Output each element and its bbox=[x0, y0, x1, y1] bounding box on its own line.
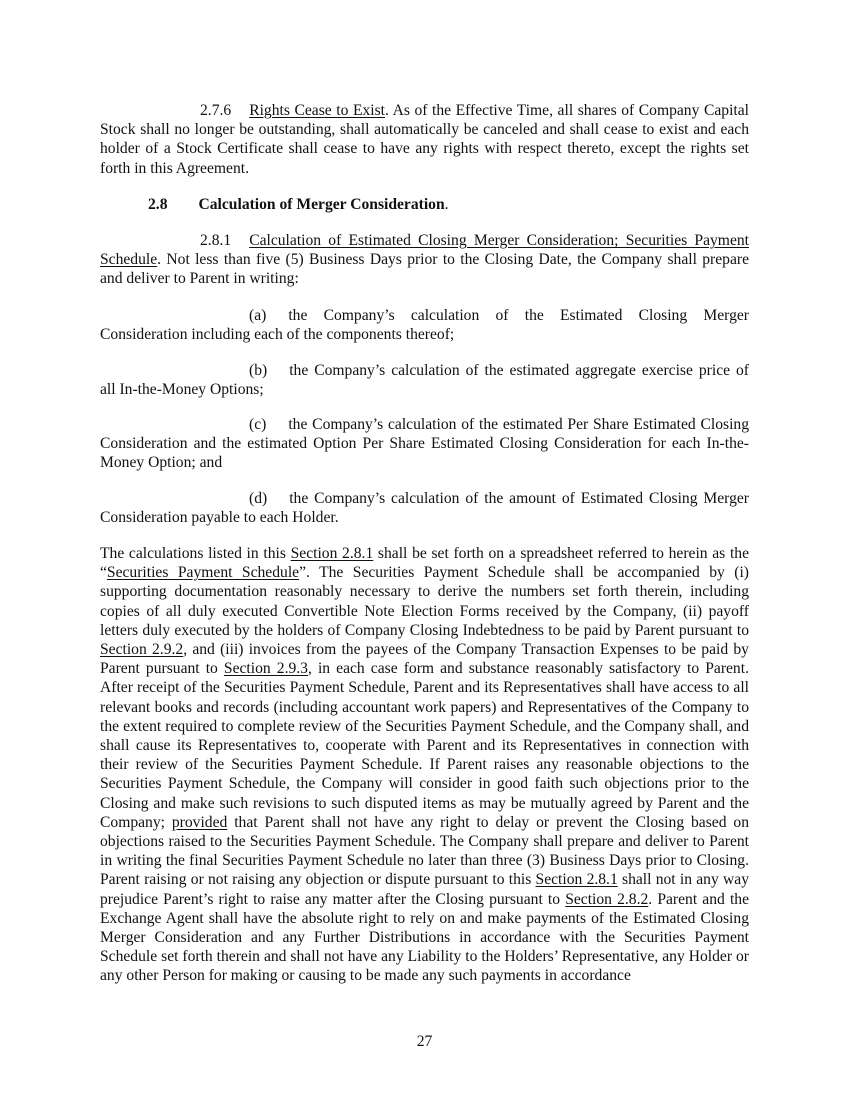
section-number: 2.8 bbox=[148, 196, 168, 213]
item-label: (a) bbox=[249, 307, 267, 324]
section-number: 2.7.6 bbox=[200, 102, 232, 119]
page-number: 27 bbox=[416, 1033, 433, 1050]
list-item bbox=[100, 361, 749, 399]
section-body: . As of the Effective Time, all shares of Company Capital Stock shall no longer be outstanding, shall automatically be canceled and shall cease to exist and each holder of a Stock Certificate shall cease to have any rights with respect thereto, except the rights set forth in this Agreement. bbox=[100, 102, 749, 177]
cross-reference: Section 2.8.2 bbox=[565, 890, 649, 908]
cross-reference: Section 2.8.1 bbox=[290, 545, 374, 562]
item-text: the Company’s calculation of the amount of Estimated Closing Merger Consideration payable to each Holder. bbox=[100, 490, 749, 527]
section-2-7-6 bbox=[100, 101, 749, 178]
list-item bbox=[100, 415, 749, 473]
item-label: (d) bbox=[249, 490, 268, 507]
section-title-link: Calculation of Estimated Closing Merger Consideration; Securities Payment Schedule bbox=[100, 232, 749, 269]
section-title: Calculation of Merger Consideration bbox=[198, 196, 445, 213]
list-item bbox=[100, 306, 749, 344]
cross-reference: Section 2.9.3 bbox=[223, 660, 308, 678]
defined-term: Securities Payment Schedule bbox=[106, 564, 300, 582]
section-number: 2.8.1 bbox=[200, 232, 232, 249]
proviso-term: provided bbox=[171, 813, 228, 831]
section-body: . Not less than five (5) Business Days prior to the Closing Date, the Company shall prepare and deliver to Parent in writing: bbox=[100, 251, 749, 288]
section-title-link: Rights Cease to Exist bbox=[249, 102, 385, 119]
body-paragraph: The calculations listed in this Section 2.8.1 shall be set forth on a spreadsheet referred to herein as the “Securities Payment Schedule”. The Securities Payment Schedule shall be accompanied by (i) supporting documentation reasonably necessary to derive the numbers set forth therein, including copies of all duly executed Convertible Note Election Forms received by the Company, (ii) payoff letters duly executed by the holders of Company Closing Indebtedness to be paid by Parent pursuant to Section 2.9.2, and (iii) invoices from the payees of the Company Transaction Expenses to be paid by Parent pursuant to Section 2.9.3, in each case form and substance reasonably satisfactory to Parent. After receipt of the Securities Payment Schedule, Parent and its Representatives shall have access to all relevant books and records (including accountant work papers) and Representatives of the Company to the extent required to complete review of the Securities Payment Schedule, and the Company shall, and shall cause its Representatives to, cooperate with Parent and its Representatives in connection with their review of the Securities Payment Schedule. If Parent raises any reasonable objections to the Securities Payment Schedule, the Company will consider in good faith such objections prior to the Closing and make such revisions to such disputed items as may be mutually agreed by Parent and the Company; provided that Parent shall not have any right to delay or prevent the Closing based on objections raised to the Securities Payment Schedule. The Company shall prepare and deliver to Parent in writing the final Securities Payment Schedule no later than three (3) Business Days prior to Closing. Parent raising or not raising any objection or dispute pursuant to this Section 2.8.1 shall not in any way prejudice Parent’s right to raise any matter after the Closing pursuant to Section 2.8.2. Parent and the Exchange Agent shall have the absolute right to rely on and make payments of the Estimated Closing Merger Consideration and any Further Distributions in accordance with the Securities Payment Schedule set forth therein and shall not have any Liability to the Holders’ Representative, any Holder or any other Person for making or causing to be made any such payments in accordance bbox=[100, 545, 749, 985]
cross-reference: Section 2.9.2 bbox=[100, 641, 184, 659]
cross-reference: Section 2.8.1 bbox=[535, 871, 618, 889]
item-text: the Company’s calculation of the estimated aggregate exercise price of all In-the-Money Options; bbox=[100, 362, 749, 399]
section-2-8-1 bbox=[100, 231, 749, 289]
item-label: (b) bbox=[249, 362, 268, 379]
item-label: (c) bbox=[249, 416, 267, 433]
section-2-8-heading: 2.8 Calculation of Merger Consideration. bbox=[148, 196, 449, 213]
item-text: the Company’s calculation of the Estimated Closing Merger Consideration including each of the components thereof; bbox=[100, 307, 749, 344]
item-text: the Company’s calculation of the estimated Per Share Estimated Closing Consideration and the estimated Option Per Share Estimated Closing Consideration for each In-the-Money Option; and bbox=[100, 416, 749, 472]
list-item bbox=[100, 489, 749, 527]
